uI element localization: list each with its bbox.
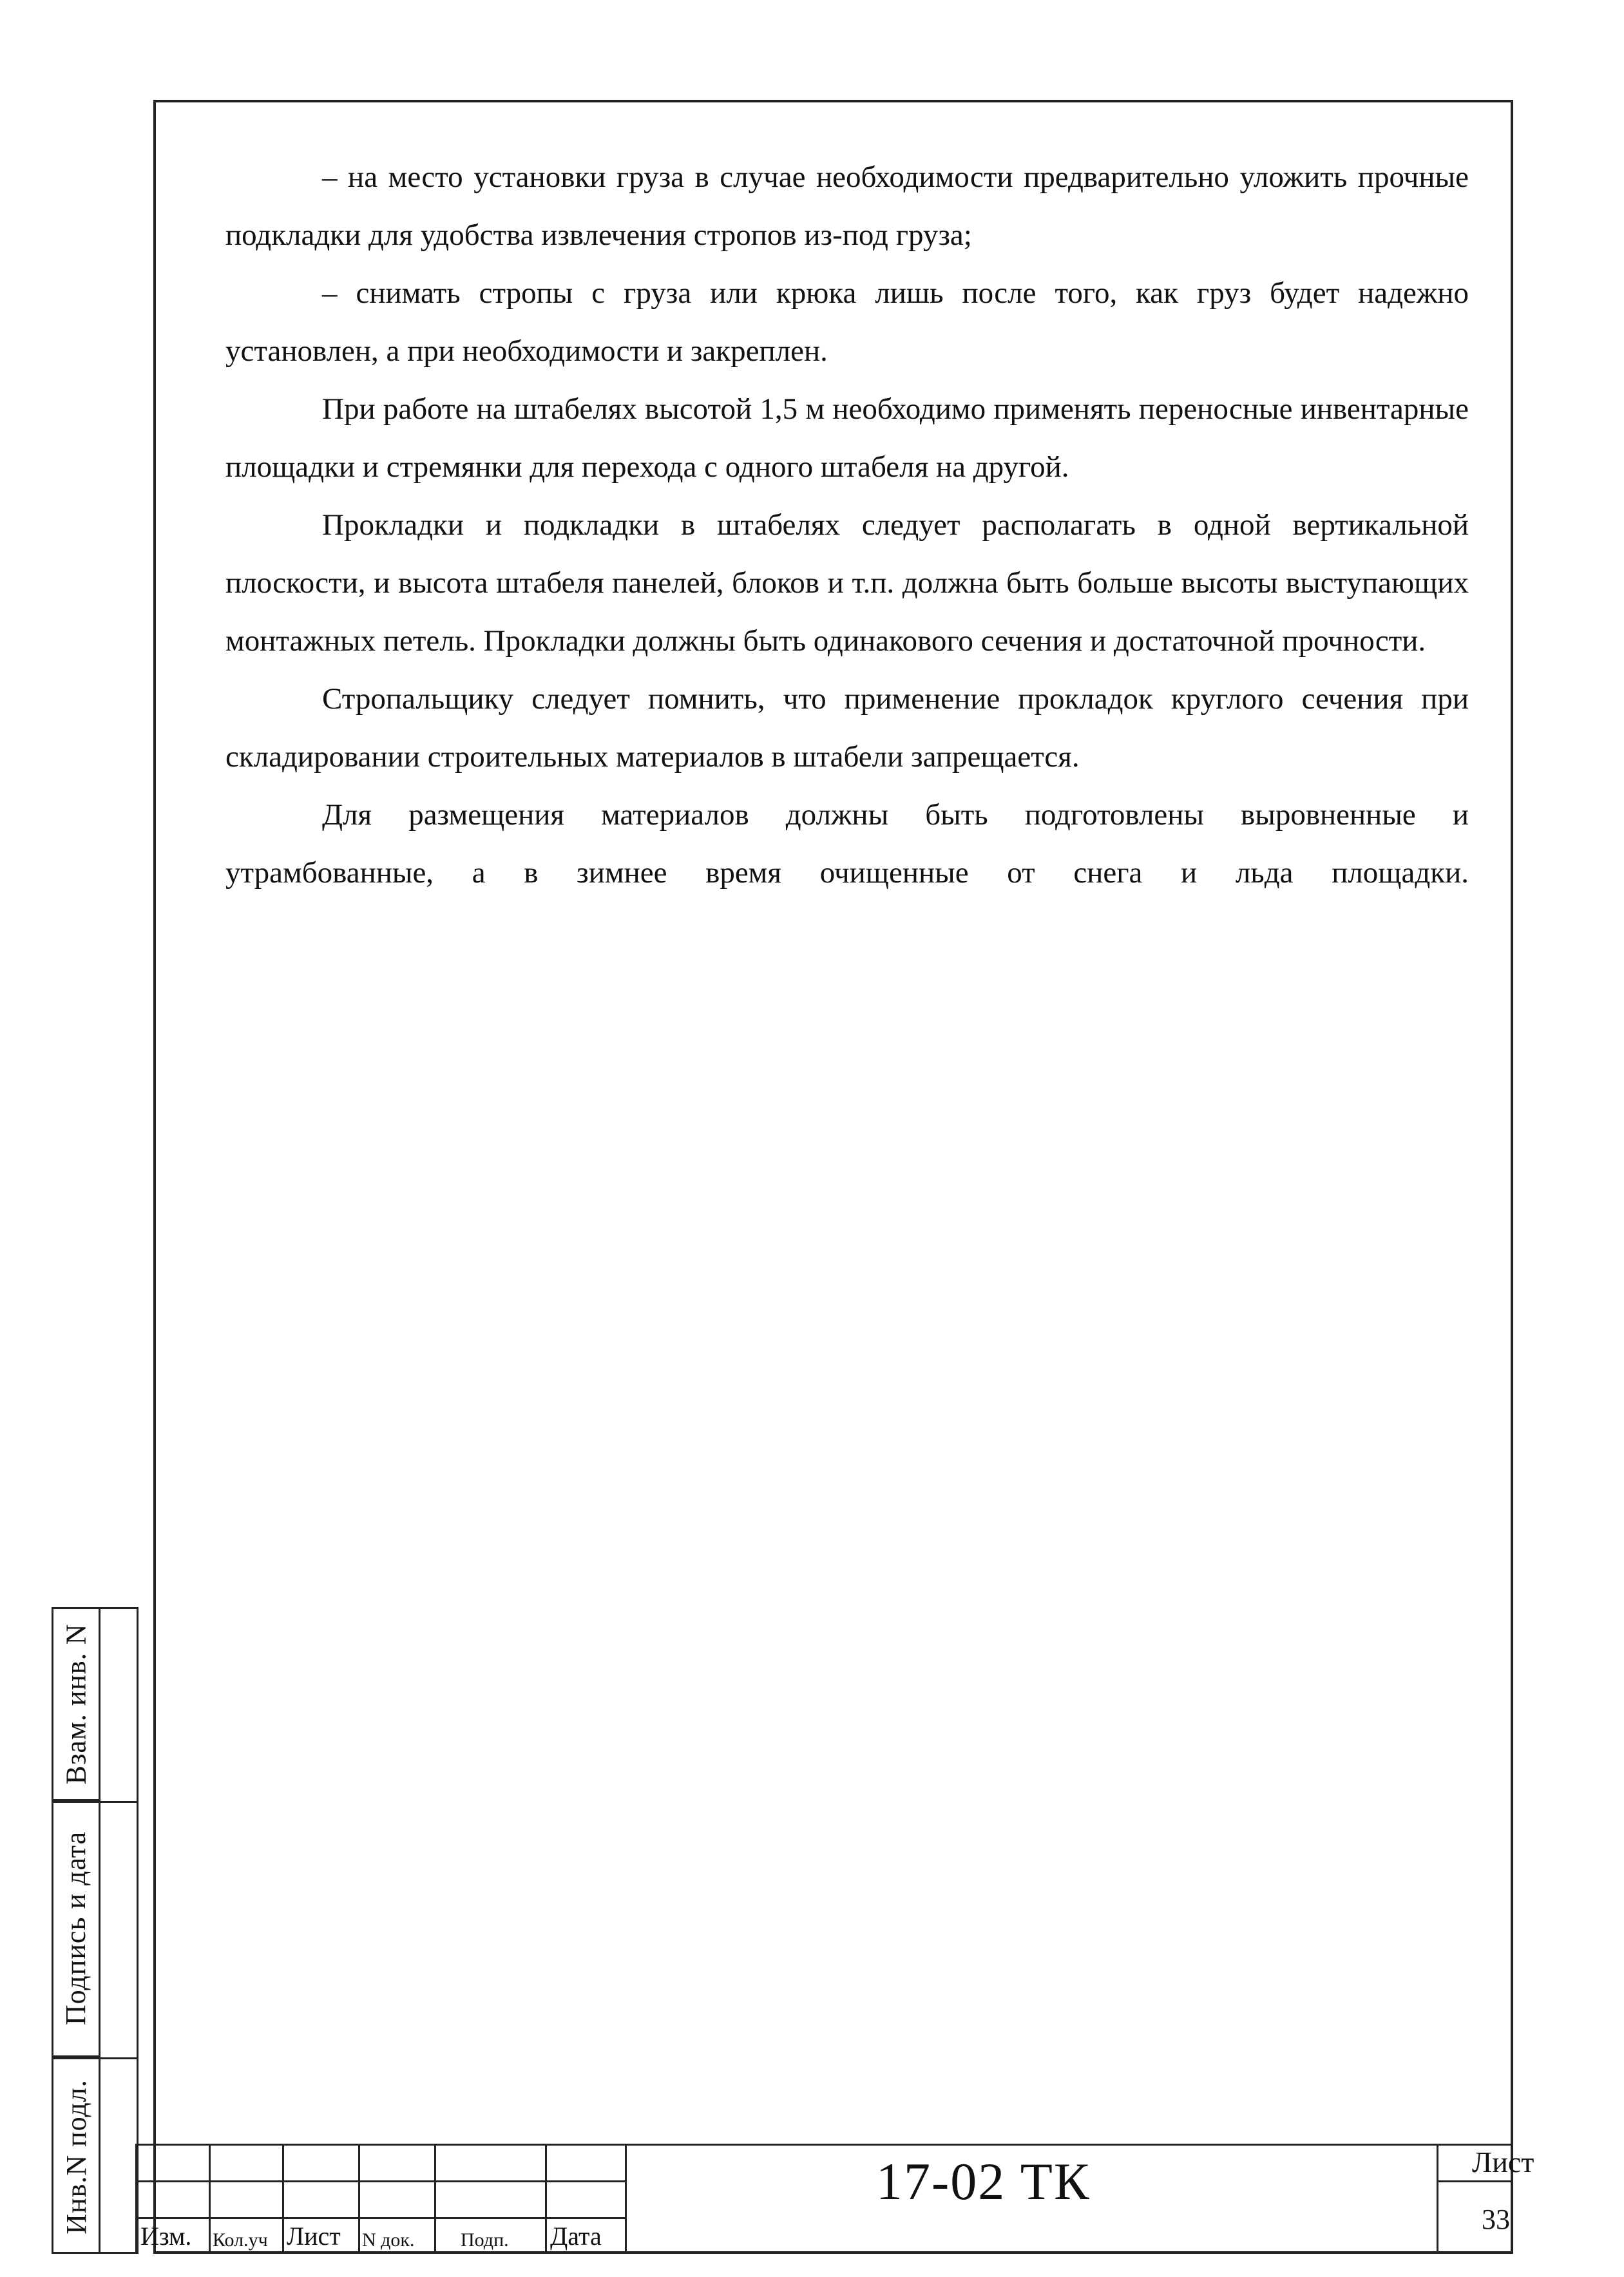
- divider: [358, 2144, 360, 2254]
- document-body: [225, 148, 1469, 902]
- paragraph: Прокладки и подкладки в штабелях следует располагать в одной вертикальной плоскости, и высота штабеля панелей, блоков и т.п. должна быть больше высоты выступающих монтажных петель. Прокладки должны быть одинакового сечения и достаточной прочности.: [225, 508, 1469, 658]
- sheet-label: Лист: [1472, 2146, 1534, 2178]
- inv-podl-cell: [53, 2057, 99, 2256]
- side-stamp: [52, 1607, 139, 2254]
- divider: [434, 2144, 436, 2254]
- paragraph: – снимать стропы с груза или крюка лишь после того, как груз будет надежно установлен, а при необходимости и закреплен.: [225, 276, 1469, 368]
- sheet-number: 33: [1482, 2204, 1510, 2235]
- divider: [545, 2144, 547, 2254]
- divider: [135, 2144, 137, 2254]
- divider: [282, 2144, 284, 2254]
- data-label: Дата: [550, 2222, 602, 2251]
- paragraph: – на место установки груза в случае необходимости предварительно уложить прочные подкладки для удобства извлечения стропов из-под груза;: [225, 160, 1469, 252]
- paragraph: Стропальщику следует помнить, что применение прокладок круглого сечения при складировании строительных материалов в штабели запрещается.: [225, 682, 1469, 774]
- paragraph: При работе на штабелях высотой 1,5 м необходимо применять переносные инвентарные площадки и стремянки для перехода с одного штабеля на другой.: [225, 392, 1469, 484]
- divider: [53, 1801, 137, 1803]
- kol-uch-label: Кол.уч: [213, 2229, 268, 2251]
- divider: [625, 2144, 627, 2254]
- paragraph: Для размещения материалов должны быть подготовлены выровненные и утрамбованные, а в зимнее время очищенные от снега и льда площадки.: [225, 798, 1469, 890]
- vzam-inv-label: Взам. инв. N: [60, 1623, 92, 1785]
- document-code: 17-02 ТК: [876, 2152, 1091, 2211]
- divider: [1437, 2144, 1438, 2254]
- inv-podl-label: Инв.N подл.: [60, 2079, 92, 2234]
- podpis-data-cell: [53, 1801, 99, 2057]
- title-block: [135, 2144, 1513, 2254]
- list-label: Лист: [287, 2222, 341, 2251]
- divider: [135, 2144, 1513, 2146]
- n-dok-label: N док.: [362, 2229, 415, 2251]
- divider: [1437, 2180, 1513, 2182]
- podpis-data-label: Подпись и дата: [60, 1831, 92, 2026]
- divider: [53, 2057, 137, 2059]
- izm-label: Изм.: [140, 2222, 192, 2251]
- vzam-inv-cell: [53, 1609, 99, 1801]
- podp-label: Подп.: [461, 2229, 509, 2251]
- divider: [209, 2144, 211, 2254]
